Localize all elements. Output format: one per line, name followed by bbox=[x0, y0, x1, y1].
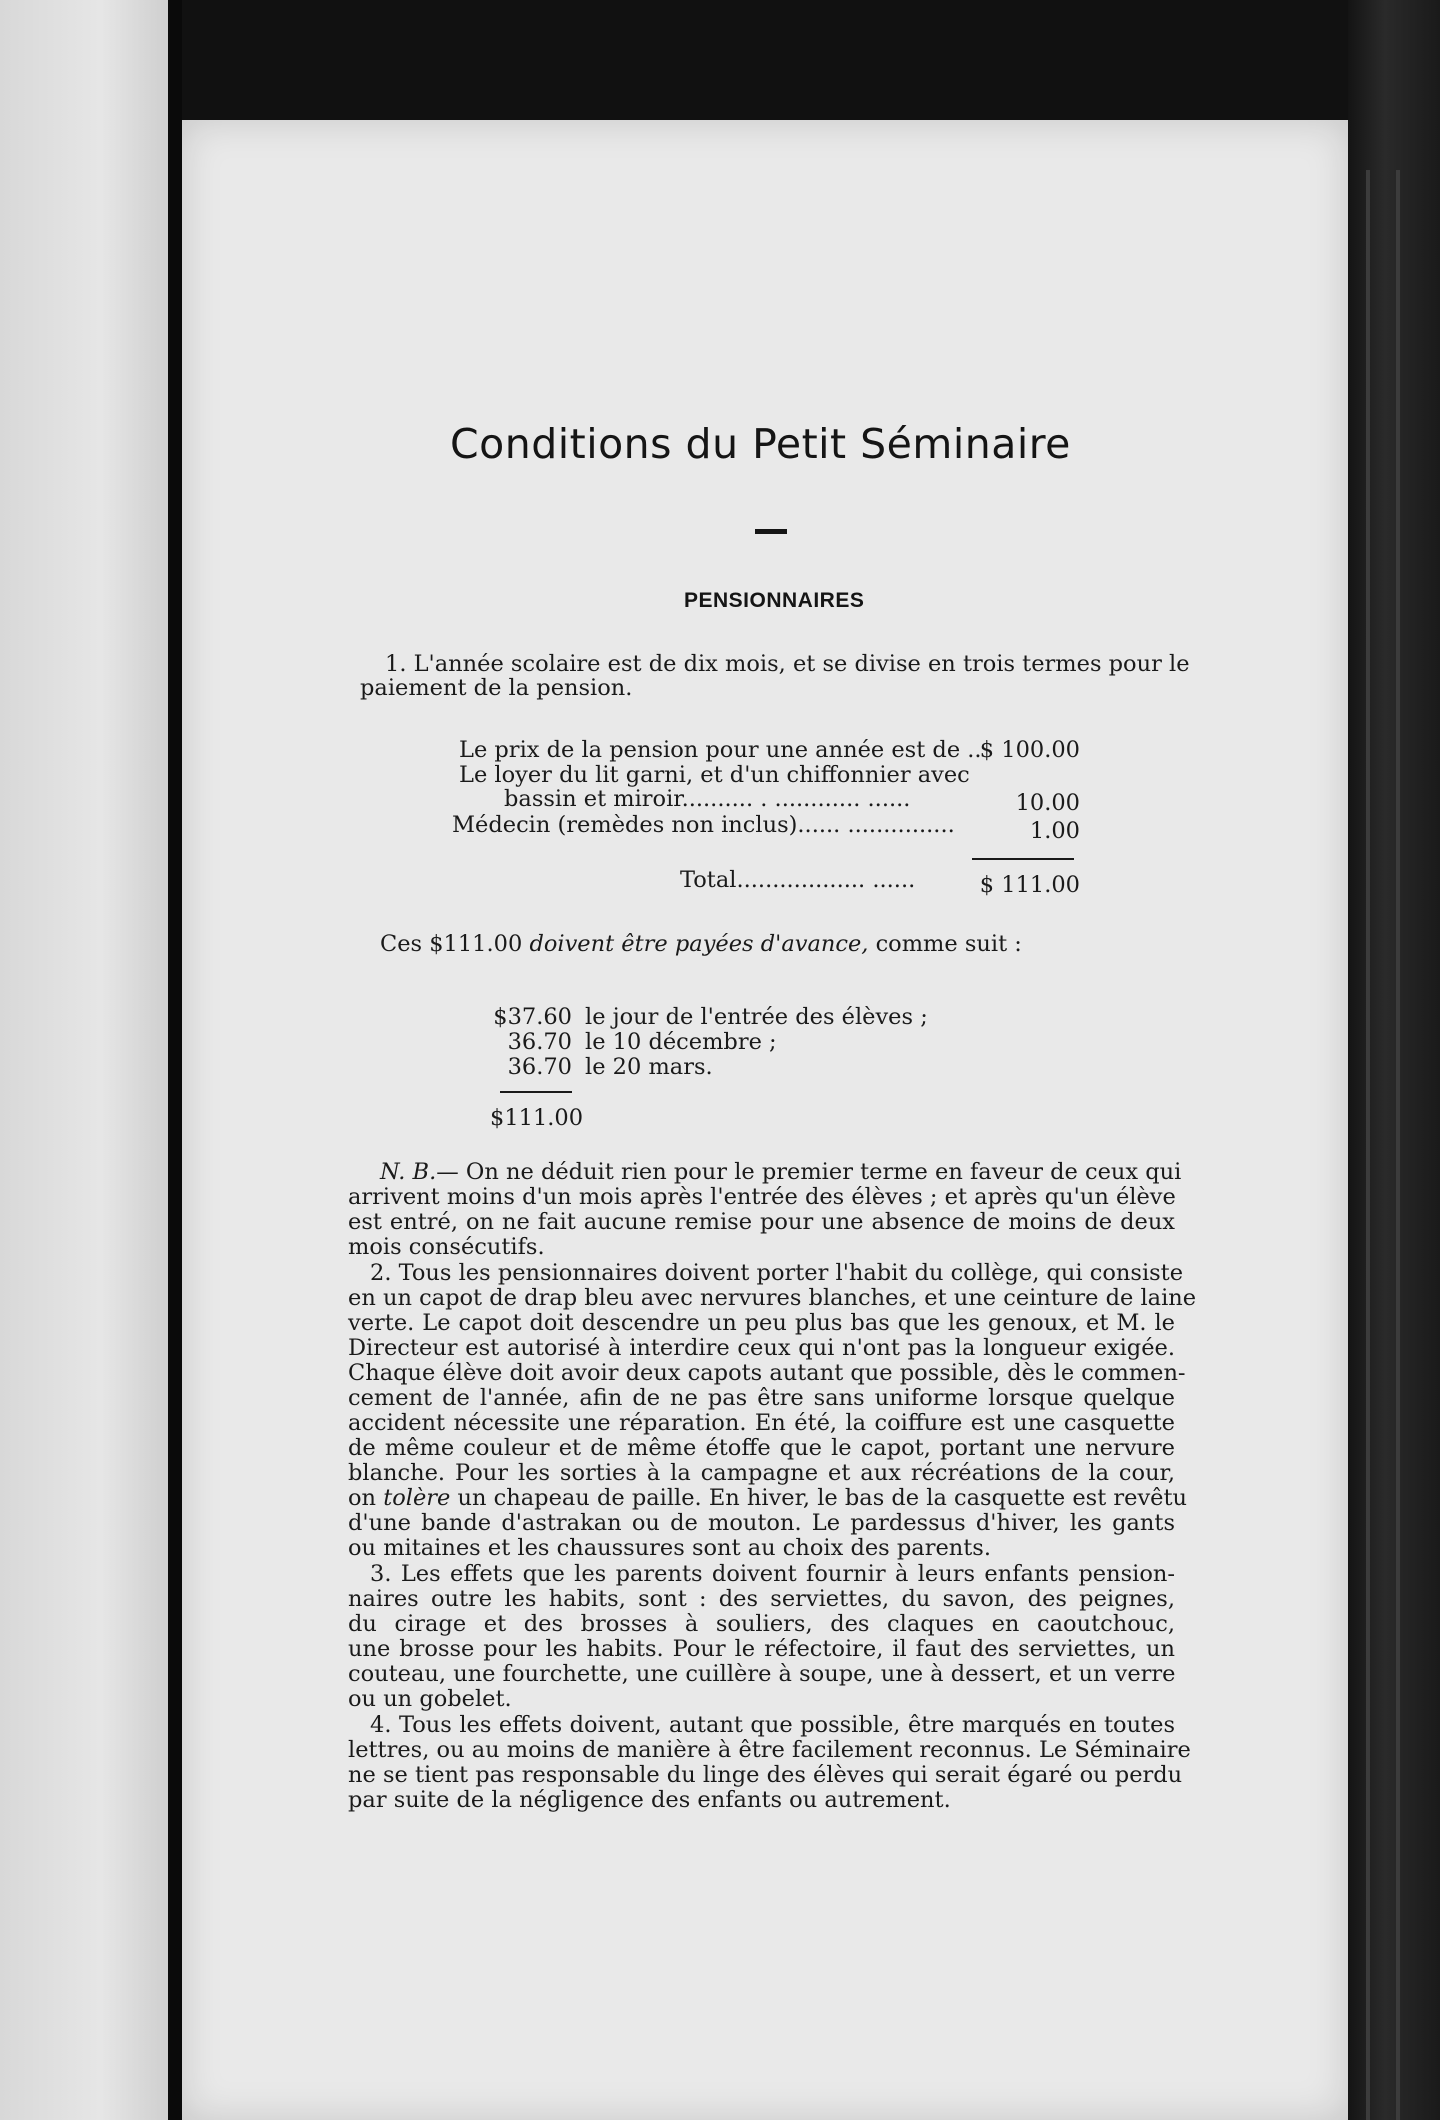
nb-line: arrivent moins d'un mois après l'entrée des élèves ; et après qu'un élève bbox=[348, 1184, 1176, 1210]
edge-stripe bbox=[1366, 170, 1370, 2120]
nb-line: mois consécutifs. bbox=[348, 1234, 545, 1260]
article3-line: ou un gobelet. bbox=[348, 1686, 512, 1712]
book-spine bbox=[168, 0, 182, 2120]
fee-label: Médecin (remèdes non inclus)...... ............... bbox=[452, 812, 955, 838]
article2-line10-italic: tolère bbox=[383, 1485, 451, 1511]
article2-line10-suffix: un chapeau de paille. En hiver, le bas de la casquette est revêtu bbox=[450, 1485, 1188, 1511]
schedule-total: $111.00 bbox=[490, 1105, 584, 1131]
nb-label: N. B. bbox=[380, 1159, 437, 1185]
edge-stripe bbox=[1396, 170, 1400, 2120]
fee-amount: $ 100.00 bbox=[979, 737, 1080, 763]
nb-line-text: — On ne déduit rien pour le premier terme en faveur de ceux qui bbox=[436, 1159, 1182, 1185]
payment-intro-italic: doivent être payées d'avance, bbox=[529, 931, 869, 957]
article4-line: lettres, ou au moins de manière à être facilement reconnus. Le Séminaire bbox=[348, 1737, 1191, 1763]
schedule-amount: 36.70 bbox=[507, 1054, 572, 1080]
article3-line: une brosse pour les habits. Pour le réfectoire, il faut des serviettes, un bbox=[348, 1636, 1175, 1662]
article4-line: par suite de la négligence des enfants ou autrement. bbox=[348, 1787, 951, 1813]
fee-amount: 10.00 bbox=[1015, 790, 1080, 816]
article2-line: d'une bande d'astrakan ou de mouton. Le pardessus d'hiver, les gants bbox=[348, 1510, 1175, 1536]
fee-label: Le prix de la pension pour une année est de .. bbox=[459, 737, 982, 763]
nb-line: est entré, on ne fait aucune remise pour une absence de moins de deux bbox=[348, 1209, 1175, 1235]
article2-line: ou mitaines et les chaussures sont au choix des parents. bbox=[348, 1535, 991, 1561]
left-page-edge bbox=[0, 0, 168, 2120]
article2-line: accident nécessite une réparation. En été, la coiffure est une casquette bbox=[348, 1410, 1175, 1436]
total-rule bbox=[972, 858, 1074, 860]
article3-line: couteau, une fourchette, une cuillère à soupe, une à dessert, et un verre bbox=[348, 1661, 1176, 1687]
article2-line: de même couleur et de même étoffe que le capot, portant une nervure bbox=[348, 1435, 1175, 1461]
fee-label: bassin et miroir.......... . ............ ...... bbox=[504, 786, 911, 812]
schedule-text: le 20 mars. bbox=[585, 1054, 713, 1080]
article2-line: Chaque élève doit avoir deux capots autant que possible, dès le commen- bbox=[348, 1360, 1186, 1386]
payment-intro-suffix: comme suit : bbox=[868, 931, 1022, 957]
article4-line: 4. Tous les effets doivent, autant que possible, être marqués en toutes bbox=[370, 1712, 1175, 1738]
article4-line: ne se tient pas responsable du linge des élèves qui serait égaré ou perdu bbox=[348, 1762, 1183, 1788]
article3-line: du cirage et des brosses à souliers, des claques en caoutchouc, bbox=[348, 1611, 1175, 1637]
article2-line10-prefix: on bbox=[348, 1485, 384, 1511]
article2-line: blanche. Pour les sorties à la campagne et aux récréations de la cour, bbox=[348, 1460, 1175, 1486]
schedule-amount: $37.60 bbox=[493, 1004, 572, 1030]
schedule-amount: 36.70 bbox=[507, 1029, 572, 1055]
article2-line: 2. Tous les pensionnaires doivent porter l'habit du collège, qui consiste bbox=[370, 1260, 1184, 1286]
article2-line: Directeur est autorisé à interdire ceux qui n'ont pas la longueur exigée. bbox=[348, 1335, 1175, 1361]
section-heading: PENSIONNAIRES bbox=[684, 589, 865, 612]
fee-label: Le loyer du lit garni, et d'un chiffonnier avec bbox=[459, 762, 970, 788]
article3-line: 3. Les effets que les parents doivent fournir à leurs enfants pension- bbox=[370, 1561, 1175, 1587]
right-page-edge bbox=[1348, 0, 1440, 2120]
payment-intro-prefix: Ces $111.00 bbox=[380, 931, 530, 957]
schedule-text: le jour de l'entrée des élèves ; bbox=[585, 1004, 928, 1030]
fee-total-amount: $ 111.00 bbox=[979, 872, 1080, 898]
article2-line bbox=[348, 1485, 1188, 1511]
nb-line bbox=[380, 1159, 1182, 1185]
fee-total-label: Total.................. ...... bbox=[680, 867, 916, 893]
schedule-rule bbox=[500, 1091, 572, 1093]
article2-line: cement de l'année, afin de ne pas être sans uniforme lorsque quelque bbox=[348, 1385, 1175, 1411]
schedule-text: le 10 décembre ; bbox=[585, 1029, 777, 1055]
payment-intro bbox=[380, 931, 1022, 957]
article2-line: en un capot de drap bleu avec nervures blanches, et une ceinture de laine bbox=[348, 1285, 1197, 1311]
article2-line: verte. Le capot doit descendre un peu plus bas que les genoux, et M. le bbox=[348, 1310, 1175, 1336]
fee-amount: 1.00 bbox=[1029, 818, 1080, 844]
article3-line: naires outre les habits, sont : des serviettes, du savon, des peignes, bbox=[348, 1586, 1175, 1612]
article1-line: paiement de la pension. bbox=[360, 675, 633, 701]
page-title: Conditions du Petit Séminaire bbox=[450, 420, 1071, 468]
article1-line: 1. L'année scolaire est de dix mois, et se divise en trois termes pour le bbox=[385, 651, 1190, 677]
title-rule bbox=[755, 529, 787, 534]
